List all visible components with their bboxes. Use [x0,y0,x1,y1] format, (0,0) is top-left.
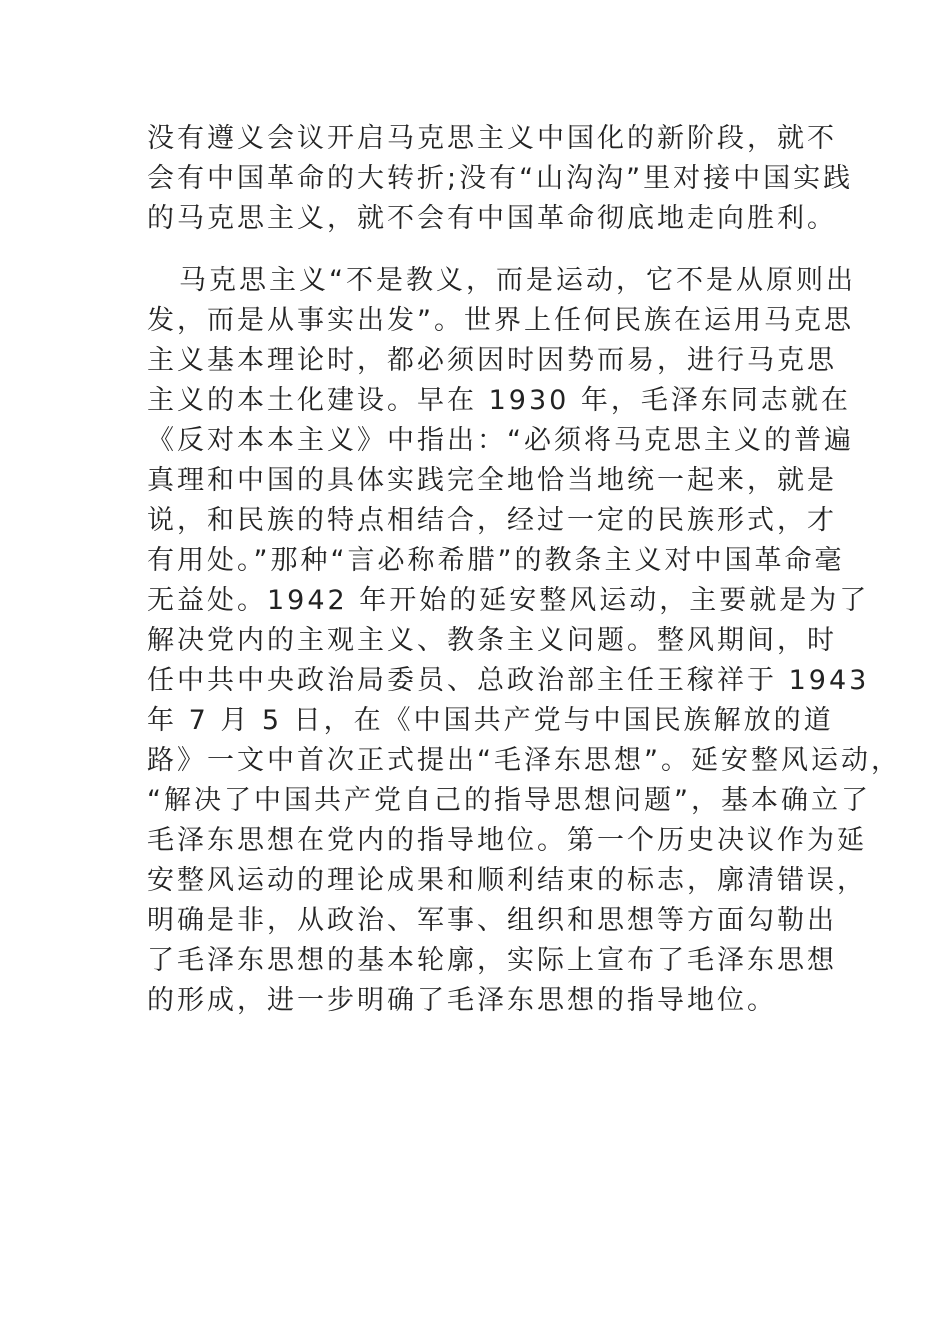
text-line: 主义的本土化建设。早在 1930 年，毛泽东同志就在 [147,385,851,416]
text-line: 真理和中国的具体实践完全地恰当地统一起来，就是 [147,465,837,496]
text-line: 有用处。”那种“言必称希腊”的教条主义对中国革命毫 [147,545,845,576]
text-line: 的形成，进一步明确了毛泽东思想的指导地位。 [147,985,777,1016]
text-line: 了毛泽东思想的基本轮廓，实际上宣布了毛泽东思想 [147,945,837,976]
text-line: 会有中国革命的大转折;没有“山沟沟”里对接中国实践 [147,163,854,194]
text-line: 明确是非，从政治、军事、组织和思想等方面勾勒出 [147,905,837,936]
text-line: 说，和民族的特点相结合，经过一定的民族形式，才 [147,505,837,536]
text-line: 主义基本理论时，都必须因时因势而易，进行马克思 [147,345,837,376]
paragraph-2 [147,261,901,1021]
document-body [147,119,901,1021]
text-line: 毛泽东思想在党内的指导地位。第一个历史决议作为延 [147,825,867,856]
text-line: 没有遵义会议开启马克思主义中国化的新阶段，就不 [147,123,837,154]
text-line: 解决党内的主观主义、教条主义问题。整风期间，时 [147,625,837,656]
text-line: 无益处。1942 年开始的延安整风运动，主要就是为了 [147,585,870,616]
text-line: “解决了中国共产党自己的指导思想问题”，基本确立了 [147,785,871,816]
paragraph-1 [147,119,854,239]
text-line: 马克思主义“不是教义，而是运动，它不是从原则出 [179,265,856,296]
text-line: 年 7 月 5 日，在《中国共产党与中国民族解放的道 [147,705,834,736]
text-line: 发，而是从事实出发”。世界上任何民族在运用马克思 [147,305,854,336]
text-line: 的马克思主义，就不会有中国革命彻底地走向胜利。 [147,203,837,234]
text-line: 路》一文中首次正式提出“毛泽东思想”。延安整风运动， [147,745,901,776]
text-line: 安整风运动的理论成果和顺利结束的标志，廓清错误， [147,865,867,896]
text-line: 任中共中央政治局委员、总政治部主任王稼祥于 1943 [147,665,870,696]
text-line: 《反对本本主义》中指出：“必须将马克思主义的普遍 [147,425,854,456]
